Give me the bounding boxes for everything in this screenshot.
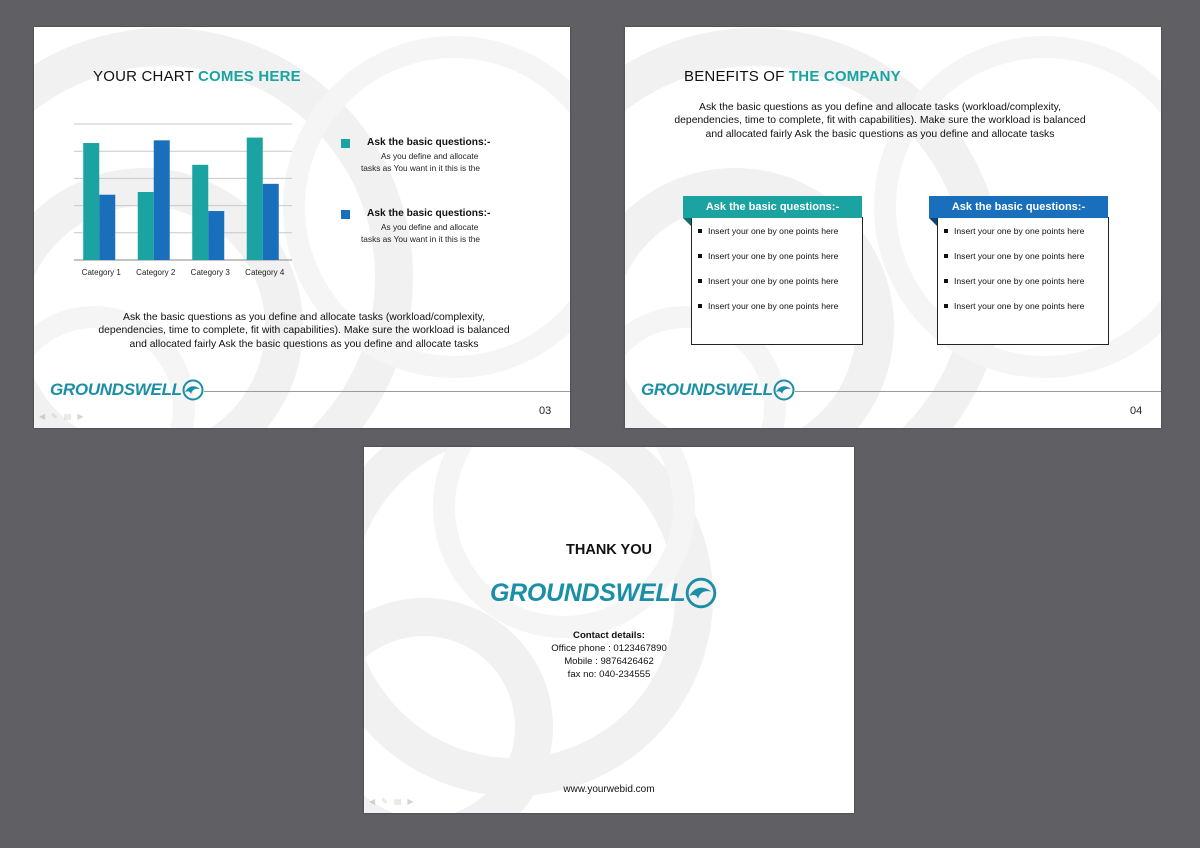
slide-title bbox=[684, 68, 901, 85]
slide-paragraph: Ask the basic questions as you define and allocate tasks (workload/complexity, dependencies, time to complete, fit with capabilities). Make sure the workload is balanced and allocated fairly Ask the basic questions as you define and allocate tasks bbox=[98, 312, 510, 350]
menu-icon[interactable]: ▤ bbox=[393, 797, 402, 806]
groundswell-logo bbox=[641, 379, 795, 401]
wave-logo-icon bbox=[182, 379, 204, 401]
list-item: Insert your one by one points here bbox=[944, 226, 1084, 251]
x-tick-label: Category 4 bbox=[245, 268, 285, 277]
x-tick-label: Category 2 bbox=[136, 268, 176, 277]
office-phone: Office phone : 0123467890 bbox=[551, 643, 667, 654]
ribbon-fold bbox=[929, 218, 937, 226]
title-plain: YOUR CHART bbox=[93, 68, 198, 85]
title-plain: BENEFITS OF bbox=[684, 68, 789, 85]
list-item: Insert your one by one points here bbox=[944, 251, 1084, 276]
legend-swatch-blue bbox=[341, 210, 350, 219]
logo-text: GROUNDSWELL bbox=[490, 578, 686, 607]
mobile-number: Mobile : 9876426462 bbox=[564, 656, 654, 667]
benefits-list bbox=[698, 226, 838, 326]
bar-blue-1 bbox=[99, 195, 115, 260]
benefits-box-2 bbox=[937, 217, 1109, 345]
logo-text: GROUNDSWELL bbox=[50, 380, 182, 399]
ribbon-fold bbox=[683, 218, 691, 226]
legend-line-2: tasks as You want in it this is the bbox=[361, 163, 480, 173]
slide-thank-you bbox=[364, 447, 854, 813]
legend-line-2: tasks as You want in it this is the bbox=[361, 234, 480, 244]
forward-arrow-icon[interactable]: ▶ bbox=[77, 412, 84, 421]
slide-nav-controls[interactable] bbox=[369, 797, 414, 806]
legend-line-1: As you define and allocate bbox=[381, 222, 479, 232]
menu-icon[interactable]: ▤ bbox=[63, 412, 72, 421]
slide-paragraph: Ask the basic questions as you define and allocate tasks (workload/complexity, dependencies, time to complete, fit with capabilities). Make sure the workload is balanced and allocated fairly Ask the basic questions as you define and allocate tasks bbox=[674, 102, 1086, 140]
list-item: Insert your one by one points here bbox=[698, 226, 838, 251]
list-item: Insert your one by one points here bbox=[698, 276, 838, 301]
groundswell-logo bbox=[50, 379, 204, 401]
back-arrow-icon[interactable]: ◀ bbox=[39, 412, 46, 421]
slide-benefits bbox=[625, 27, 1161, 428]
x-tick-label: Category 3 bbox=[190, 268, 230, 277]
logo-text: GROUNDSWELL bbox=[641, 380, 773, 399]
thank-you-heading: THANK YOU bbox=[566, 542, 652, 558]
bar-blue-2 bbox=[154, 140, 170, 260]
x-tick-label: Category 1 bbox=[81, 268, 121, 277]
title-accent: THE COMPANY bbox=[788, 68, 901, 85]
legend-description bbox=[341, 150, 516, 174]
page-number: 04 bbox=[1130, 405, 1143, 417]
title-accent: COMES HERE bbox=[198, 68, 301, 85]
list-item: Insert your one by one points here bbox=[698, 301, 838, 326]
bar-teal-3 bbox=[192, 165, 208, 260]
slide-nav-controls[interactable] bbox=[39, 412, 84, 421]
slide-chart bbox=[34, 27, 570, 428]
list-item: Insert your one by one points here bbox=[698, 251, 838, 276]
list-item: Insert your one by one points here bbox=[944, 276, 1084, 301]
fax-number: fax no: 040-234555 bbox=[567, 669, 651, 680]
legend-heading: Ask the basic questions:- bbox=[367, 208, 491, 219]
legend-description bbox=[341, 221, 516, 245]
benefits-list bbox=[944, 226, 1084, 326]
bar-teal-2 bbox=[138, 192, 154, 260]
bar-teal-1 bbox=[83, 143, 99, 260]
forward-arrow-icon[interactable]: ▶ bbox=[407, 797, 414, 806]
wave-logo-icon bbox=[773, 379, 795, 401]
bar-blue-4 bbox=[263, 184, 279, 260]
list-item: Insert your one by one points here bbox=[944, 301, 1084, 326]
benefits-box-1-heading: Ask the basic questions:- bbox=[683, 196, 862, 218]
website-link[interactable]: www.yourwebid.com bbox=[563, 784, 655, 795]
contact-details bbox=[364, 629, 854, 681]
legend-line-1: As you define and allocate bbox=[381, 151, 479, 161]
pen-icon[interactable]: ✎ bbox=[381, 797, 388, 806]
bar-chart bbox=[74, 122, 304, 287]
contact-heading: Contact details: bbox=[573, 630, 645, 641]
footer-divider bbox=[204, 391, 570, 392]
benefits-box-2-heading: Ask the basic questions:- bbox=[929, 196, 1108, 218]
legend-heading: Ask the basic questions:- bbox=[367, 137, 491, 148]
bar-teal-4 bbox=[247, 138, 263, 260]
bar-blue-3 bbox=[208, 211, 224, 260]
slide-title bbox=[93, 68, 301, 85]
groundswell-logo-large bbox=[490, 577, 717, 609]
legend-swatch-teal bbox=[341, 139, 350, 148]
benefits-box-1 bbox=[691, 217, 863, 345]
wave-logo-icon bbox=[685, 577, 717, 609]
footer-divider bbox=[795, 391, 1161, 392]
back-arrow-icon[interactable]: ◀ bbox=[369, 797, 376, 806]
page-number: 03 bbox=[539, 405, 552, 417]
pen-icon[interactable]: ✎ bbox=[51, 412, 58, 421]
